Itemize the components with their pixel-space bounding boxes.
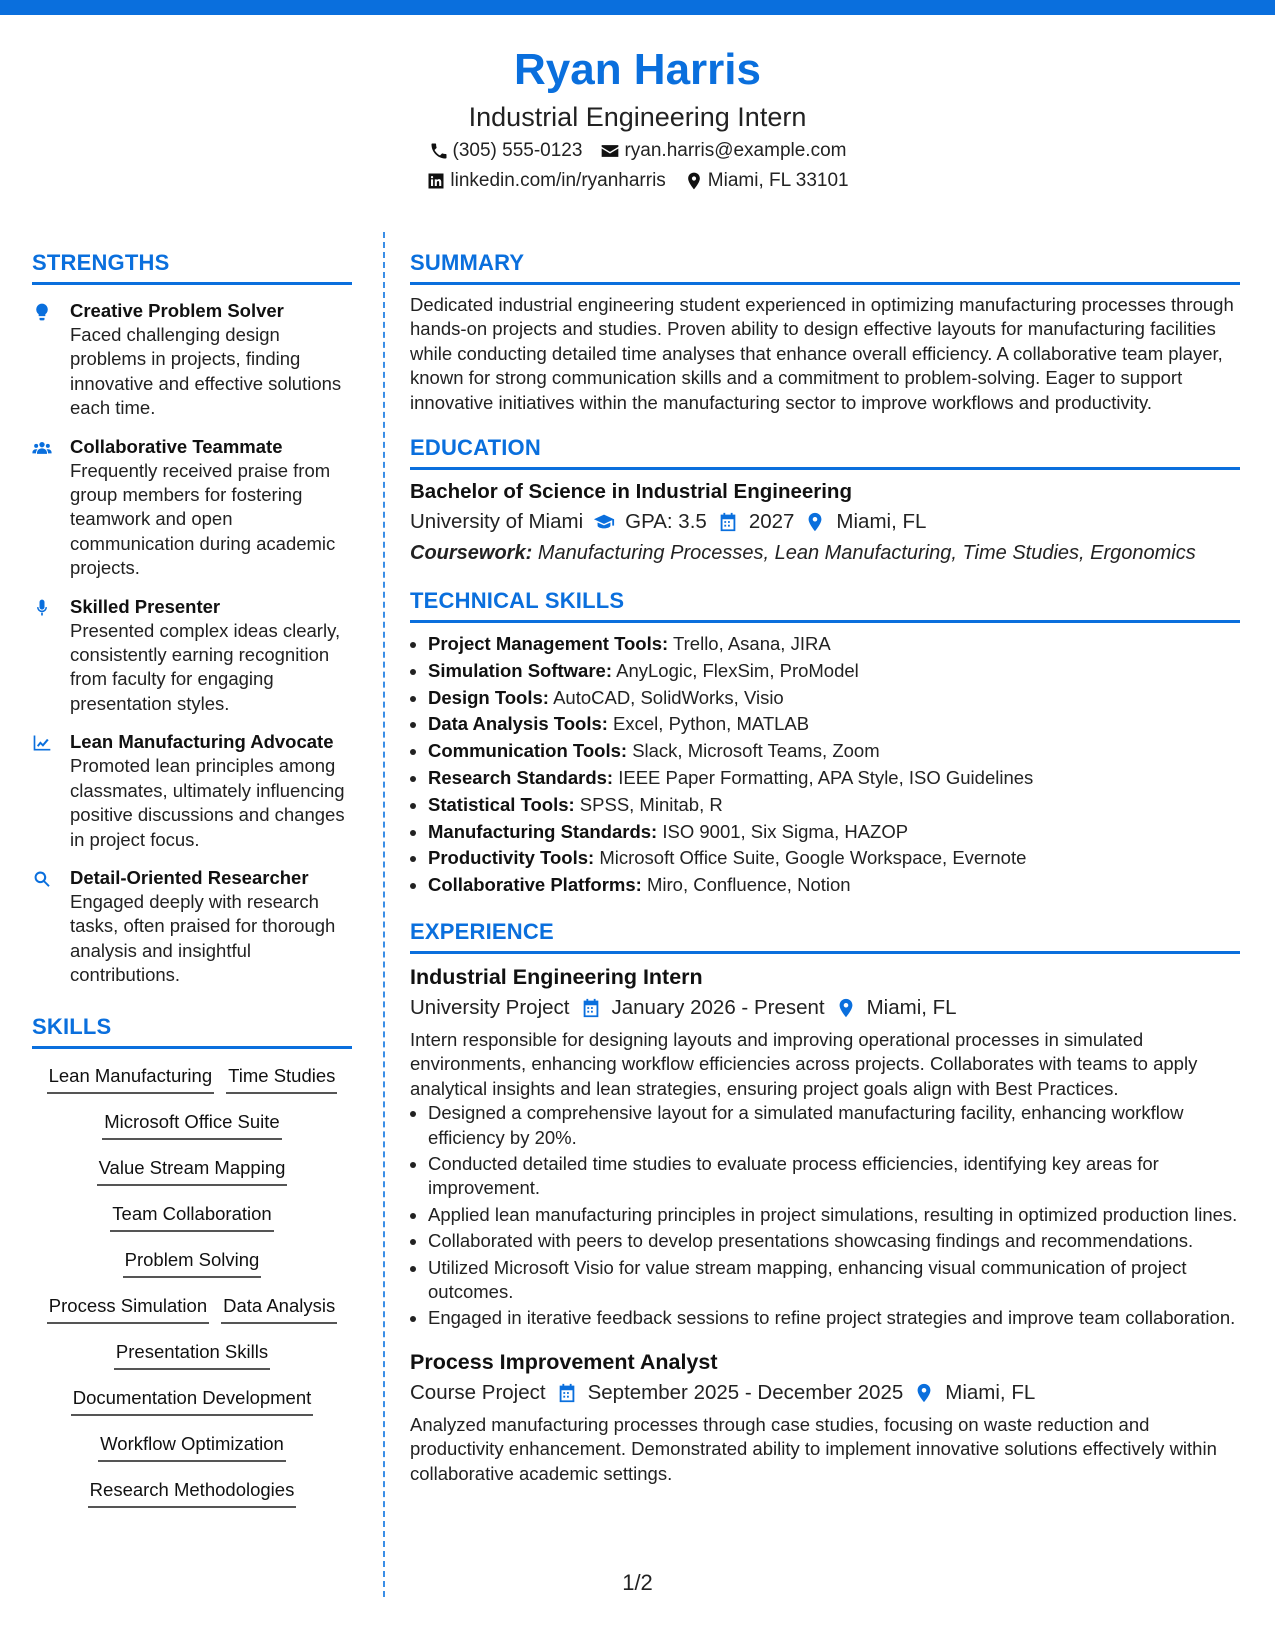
coursework-label: Coursework: xyxy=(410,542,533,565)
linkedin-icon xyxy=(426,171,446,191)
calendar-icon xyxy=(580,997,602,1019)
contact-row-1 xyxy=(0,136,1275,166)
skill-label: Manufacturing Standards: xyxy=(428,820,658,842)
experience-section xyxy=(410,917,1240,1486)
education-heading: EDUCATION xyxy=(410,433,1240,470)
job-title: Process Improvement Analyst xyxy=(410,1349,718,1374)
users-icon xyxy=(32,438,52,458)
map-pin-icon xyxy=(913,1382,935,1404)
microphone-icon xyxy=(32,598,52,618)
skills-list xyxy=(32,1063,352,1523)
calendar-icon xyxy=(717,511,739,533)
skill-label: Research Standards: xyxy=(428,767,614,789)
list-item: • Applied lean manufacturing principles in project simulations, resulting in optimized production lines. xyxy=(428,1203,1240,1227)
strength-title: Lean Manufacturing Advocate xyxy=(70,731,334,753)
linkedin-item[interactable] xyxy=(426,166,665,196)
list-item: • Collaborated with peers to develop presentations showcasing findings and recommendations. xyxy=(428,1229,1240,1253)
technical-skills-list xyxy=(410,631,1240,899)
contact-row-2 xyxy=(0,166,1275,196)
skill-label: Data Analysis Tools: xyxy=(428,713,608,735)
skill-tag: Time Studies xyxy=(226,1063,337,1094)
skill-value: ISO 9001, Six Sigma, HAZOP xyxy=(662,820,909,842)
strength-item xyxy=(32,299,352,421)
technical-skills-heading: TECHNICAL SKILLS xyxy=(410,586,1240,623)
skill-value: SPSS, Minitab, R xyxy=(579,793,723,815)
skill-tag: Team Collaboration xyxy=(110,1201,273,1232)
strength-item xyxy=(32,866,352,988)
job-location: Miami, FL xyxy=(945,1380,1036,1404)
education-location: Miami, FL xyxy=(836,510,927,534)
top-accent-bar xyxy=(0,0,1275,15)
strength-title: Collaborative Teammate xyxy=(70,435,283,457)
map-pin-icon xyxy=(835,997,857,1019)
location-item xyxy=(684,166,849,196)
school-name: University of Miami xyxy=(410,510,584,534)
lightbulb-icon xyxy=(32,302,52,322)
skill-value: AnyLogic, FlexSim, ProModel xyxy=(616,659,859,681)
skill-label: Productivity Tools: xyxy=(428,847,595,869)
skill-label: Project Management Tools: xyxy=(428,633,669,655)
page-number: 1/2 xyxy=(622,1570,653,1595)
summary-heading: SUMMARY xyxy=(410,248,1240,285)
skill-tag: Microsoft Office Suite xyxy=(102,1109,281,1140)
strength-desc: Engaged deeply with research tasks, often praised for thorough analysis and insightful contributions. xyxy=(70,890,336,986)
job-meta xyxy=(410,992,1240,1024)
skills-heading: SKILLS xyxy=(32,1012,352,1049)
list-item: • Conducted detailed time studies to evaluate process efficiencies, identifying key areas for improvement. xyxy=(428,1152,1240,1201)
strengths-heading: STRENGTHS xyxy=(32,248,352,285)
graduation-year: 2027 xyxy=(748,510,795,534)
gpa-text: GPA: 3.5 xyxy=(625,510,707,534)
right-column xyxy=(410,248,1240,1486)
skill-label: Collaborative Platforms: xyxy=(428,874,642,896)
map-pin-icon xyxy=(684,171,704,191)
skill-label: Design Tools: xyxy=(428,686,549,708)
graduation-cap-icon xyxy=(593,511,615,533)
candidate-name: Ryan Harris xyxy=(513,45,761,94)
job-entry xyxy=(410,1347,1240,1486)
skill-tag: Workflow Optimization xyxy=(98,1431,286,1462)
coursework-list: Manufacturing Processes, Lean Manufacturing, Time Studies, Ergonomics xyxy=(537,542,1196,565)
skill-value: Trello, Asana, JIRA xyxy=(673,633,831,655)
skill-value: IEEE Paper Formatting, APA Style, ISO Guidelines xyxy=(618,767,1034,789)
email-item[interactable] xyxy=(600,136,846,166)
education-meta xyxy=(410,506,1240,538)
skill-label: Communication Tools: xyxy=(428,740,628,762)
job-description: Analyzed manufacturing processes through case studies, focusing on waste reduction and productivity enhancement. Demonstrated ability to implement innovative solutions effectively within collaborative academic settings. xyxy=(410,1413,1217,1484)
strength-title: Skilled Presenter xyxy=(70,595,221,617)
candidate-title: Industrial Engineering Intern xyxy=(468,102,807,132)
strength-item xyxy=(32,595,352,717)
coursework xyxy=(410,538,1240,568)
phone-text: (305) 555-0123 xyxy=(452,140,583,161)
list-item xyxy=(428,711,1240,738)
list-item: • Utilized Microsoft Visio for value stream mapping, enhancing visual communication of project outcomes. xyxy=(428,1256,1240,1305)
skill-value: Microsoft Office Suite, Google Workspace, Evernote xyxy=(599,847,1027,869)
skill-label: Simulation Software: xyxy=(428,659,612,681)
skill-tag: Problem Solving xyxy=(123,1247,262,1278)
job-dates: January 2026 - Present xyxy=(611,996,825,1019)
skill-tag: Documentation Development xyxy=(71,1385,314,1416)
list-item xyxy=(428,685,1240,712)
skill-tag: Data Analysis xyxy=(221,1293,337,1324)
job-title: Industrial Engineering Intern xyxy=(410,965,703,989)
linkedin-text[interactable]: linkedin.com/in/ryanharris xyxy=(450,170,666,191)
envelope-icon xyxy=(600,141,620,161)
list-item xyxy=(428,872,1240,899)
skill-value: AutoCAD, SolidWorks, Visio xyxy=(553,686,784,708)
search-icon xyxy=(32,869,52,889)
list-item xyxy=(428,792,1240,819)
skill-tag: Process Simulation xyxy=(47,1293,209,1324)
strength-item xyxy=(32,730,352,852)
list-item: • Engaged in iterative feedback sessions to refine project strategies and improve team collaboration. xyxy=(428,1306,1240,1330)
chart-line-icon xyxy=(32,733,52,753)
map-pin-icon xyxy=(804,511,826,533)
left-column xyxy=(32,248,352,1523)
skill-value: Excel, Python, MATLAB xyxy=(613,713,810,735)
skill-tag: Lean Manufacturing xyxy=(47,1063,215,1094)
technical-skills-section xyxy=(410,586,1240,899)
list-item xyxy=(428,631,1240,658)
strength-title: Detail-Oriented Researcher xyxy=(70,866,309,888)
job-bullets xyxy=(410,1101,1240,1331)
column-divider xyxy=(383,232,385,1597)
job-location: Miami, FL xyxy=(866,996,957,1019)
education-section xyxy=(410,433,1240,568)
job-org: University Project xyxy=(410,996,570,1019)
strength-desc: Promoted lean principles among classmates, ultimately influencing positive discussions and changes in project focus. xyxy=(70,755,345,850)
list-item xyxy=(428,765,1240,792)
email-text[interactable]: ryan.harris@example.com xyxy=(624,140,847,161)
resume-header xyxy=(0,42,1275,196)
strength-item xyxy=(32,435,352,581)
experience-heading: EXPERIENCE xyxy=(410,917,1240,954)
list-item: • Designed a comprehensive layout for a simulated manufacturing facility, enhancing workflow efficiency by 20%. xyxy=(428,1101,1240,1150)
job-description: Intern responsible for designing layouts and improving operational processes in simulated environments, enhancing workflow efficiencies across projects. Collaborates with teams to apply analytical insights and lean strategies, ensuring project goals align with Best Practices. xyxy=(410,1029,1198,1099)
list-item xyxy=(428,658,1240,685)
list-item xyxy=(428,845,1240,872)
job-org: Course Project xyxy=(410,1380,546,1404)
list-item xyxy=(428,738,1240,765)
skill-tag: Presentation Skills xyxy=(114,1339,270,1370)
strength-title: Creative Problem Solver xyxy=(70,300,284,321)
skill-label: Statistical Tools: xyxy=(428,793,575,815)
strength-desc: Presented complex ideas clearly, consistently earning recognition from faculty for engaging presentation styles. xyxy=(70,619,341,714)
phone-icon xyxy=(429,141,449,161)
calendar-icon xyxy=(556,1382,578,1404)
strength-desc: Faced challenging design problems in projects, finding innovative and effective solutions each time. xyxy=(70,324,342,419)
summary-text: Dedicated industrial engineering student experienced in optimizing manufacturing processes through hands-on projects and studies. Proven ability to design effective layouts for manufacturing facilities while conducting detailed time analyses that enhance overall efficiency. A collaborative team player, known for strong communication skills and a commitment to problem-solving. Eager to support innovative initiatives within the manufacturing sector to improve workflows and productivity. xyxy=(410,294,1234,413)
degree-title: Bachelor of Science in Industrial Engineering xyxy=(410,480,852,504)
skill-tag: Value Stream Mapping xyxy=(97,1155,288,1186)
list-item xyxy=(428,819,1240,846)
location-text: Miami, FL 33101 xyxy=(707,170,849,191)
skill-tag: Research Methodologies xyxy=(88,1477,297,1508)
job-entry xyxy=(410,962,1240,1331)
strength-desc: Frequently received praise from group members for fostering teamwork and open communication during academic projects. xyxy=(70,459,336,579)
job-dates: September 2025 - December 2025 xyxy=(587,1380,904,1404)
skill-value: Slack, Microsoft Teams, Zoom xyxy=(632,740,880,762)
skill-value: Miro, Confluence, Notion xyxy=(646,874,851,896)
phone-item xyxy=(429,136,583,166)
job-meta xyxy=(410,1377,1240,1409)
